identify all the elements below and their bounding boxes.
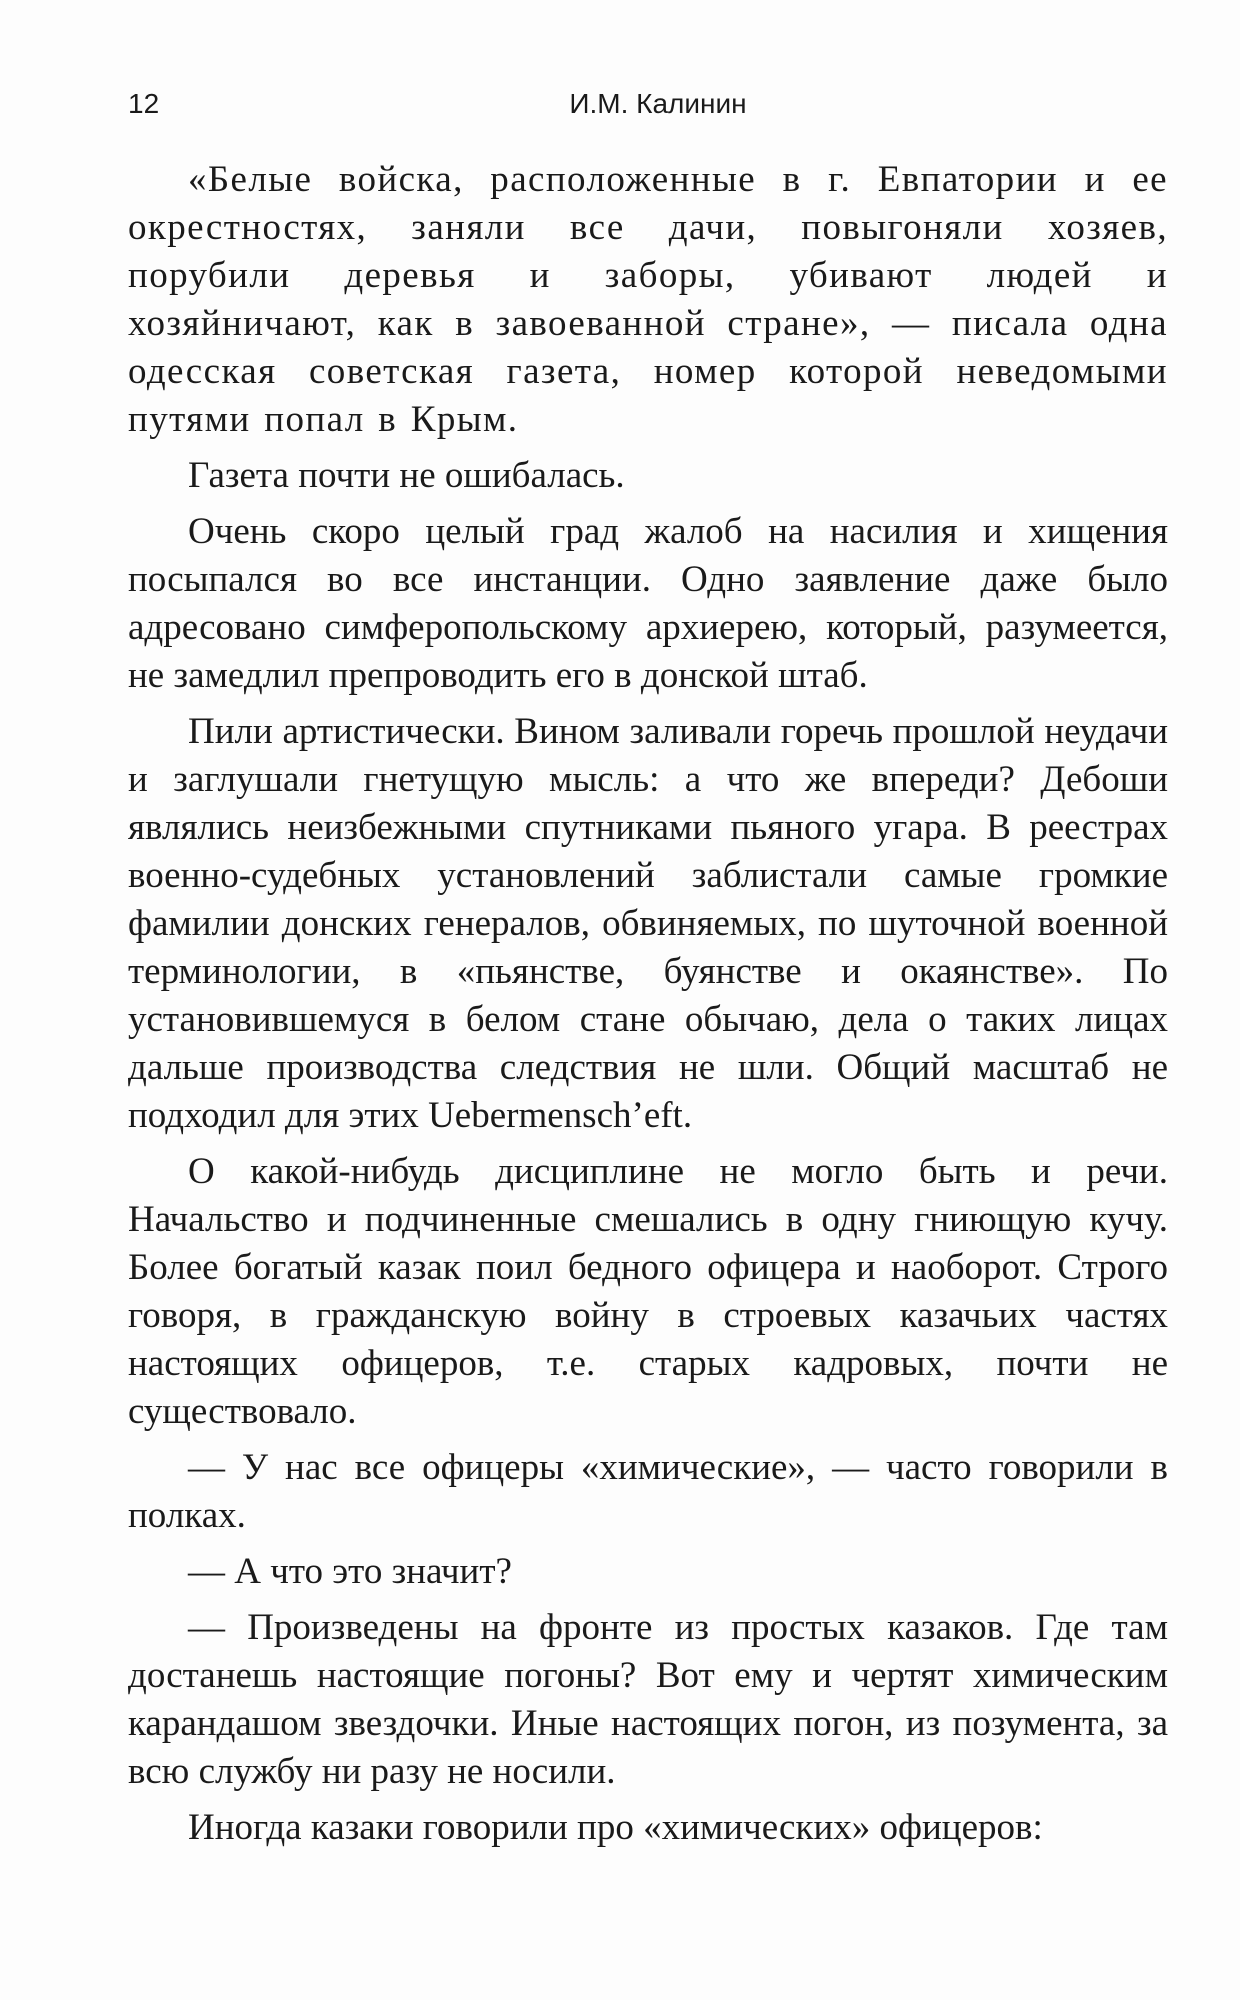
paragraph: Пили артистически. Вином заливали горечь прошлой неудачи и заглушали гнетущую мысль: а что же впереди? Дебоши являлись неизбежными спутниками пьяного угара. В реестрах военно-судебных установлений заблистали самые громкие фамилии донских генералов, обвиняемых, по шуточной военной терминологии, в «пьянстве, буянстве и окаянстве». По установившемуся в белом стане обычаю, дела о таких лицах дальше производства следствия не шли. Общий масштаб не подходил для этих Uebermensch’eft. [128,711,1168,1136]
paragraph: О какой-нибудь дисциплине не могло быть и речи. Начальство и подчиненные смешались в одну гниющую кучу. Более богатый казак поил бедного офицера и наоборот. Строго говоря, в гражданскую войну в строевых казачьих частях настоящих офицеров, т.е. старых кадровых, почти не существовало. [128,1151,1168,1432]
paragraph: — А что это значит? [188,1551,512,1592]
paragraph: — Произведены на фронте из простых казаков. Где там достанешь настоящие погоны? Вот ему и чертят химическим карандашом звездочки. Иные настоящих погон, из позумента, за всю службу ни разу не носили. [128,1607,1168,1792]
body-text [128,156,1168,1860]
paragraph: Иногда казаки говорили про «химических» офицеров: [188,1807,1043,1848]
paragraph: Газета почти не ошибалась. [188,455,625,496]
paragraph: «Белые войска, расположенные в г. Евпатории и ее окрестностях, заняли все дачи, повыгоняли хозяев, порубили деревья и заборы, убивают людей и хозяйничают, как в завоеванной стране», — писала одна одесская советская газета, номер которой неведомыми путями попал в Крым. [128,159,1168,440]
paragraph: Очень скоро целый град жалоб на насилия и хищения посыпался во все инстанции. Одно заявление даже было адресовано симферопольскому архиерею, который, разумеется, не замедлил препроводить его в донской штаб. [128,511,1168,696]
running-head [128,88,1168,128]
paragraph: — У нас все офицеры «химические», — часто говорили в полках. [128,1447,1168,1536]
running-title: И.М. Калинин [569,88,747,119]
page-number: 12 [128,88,160,119]
